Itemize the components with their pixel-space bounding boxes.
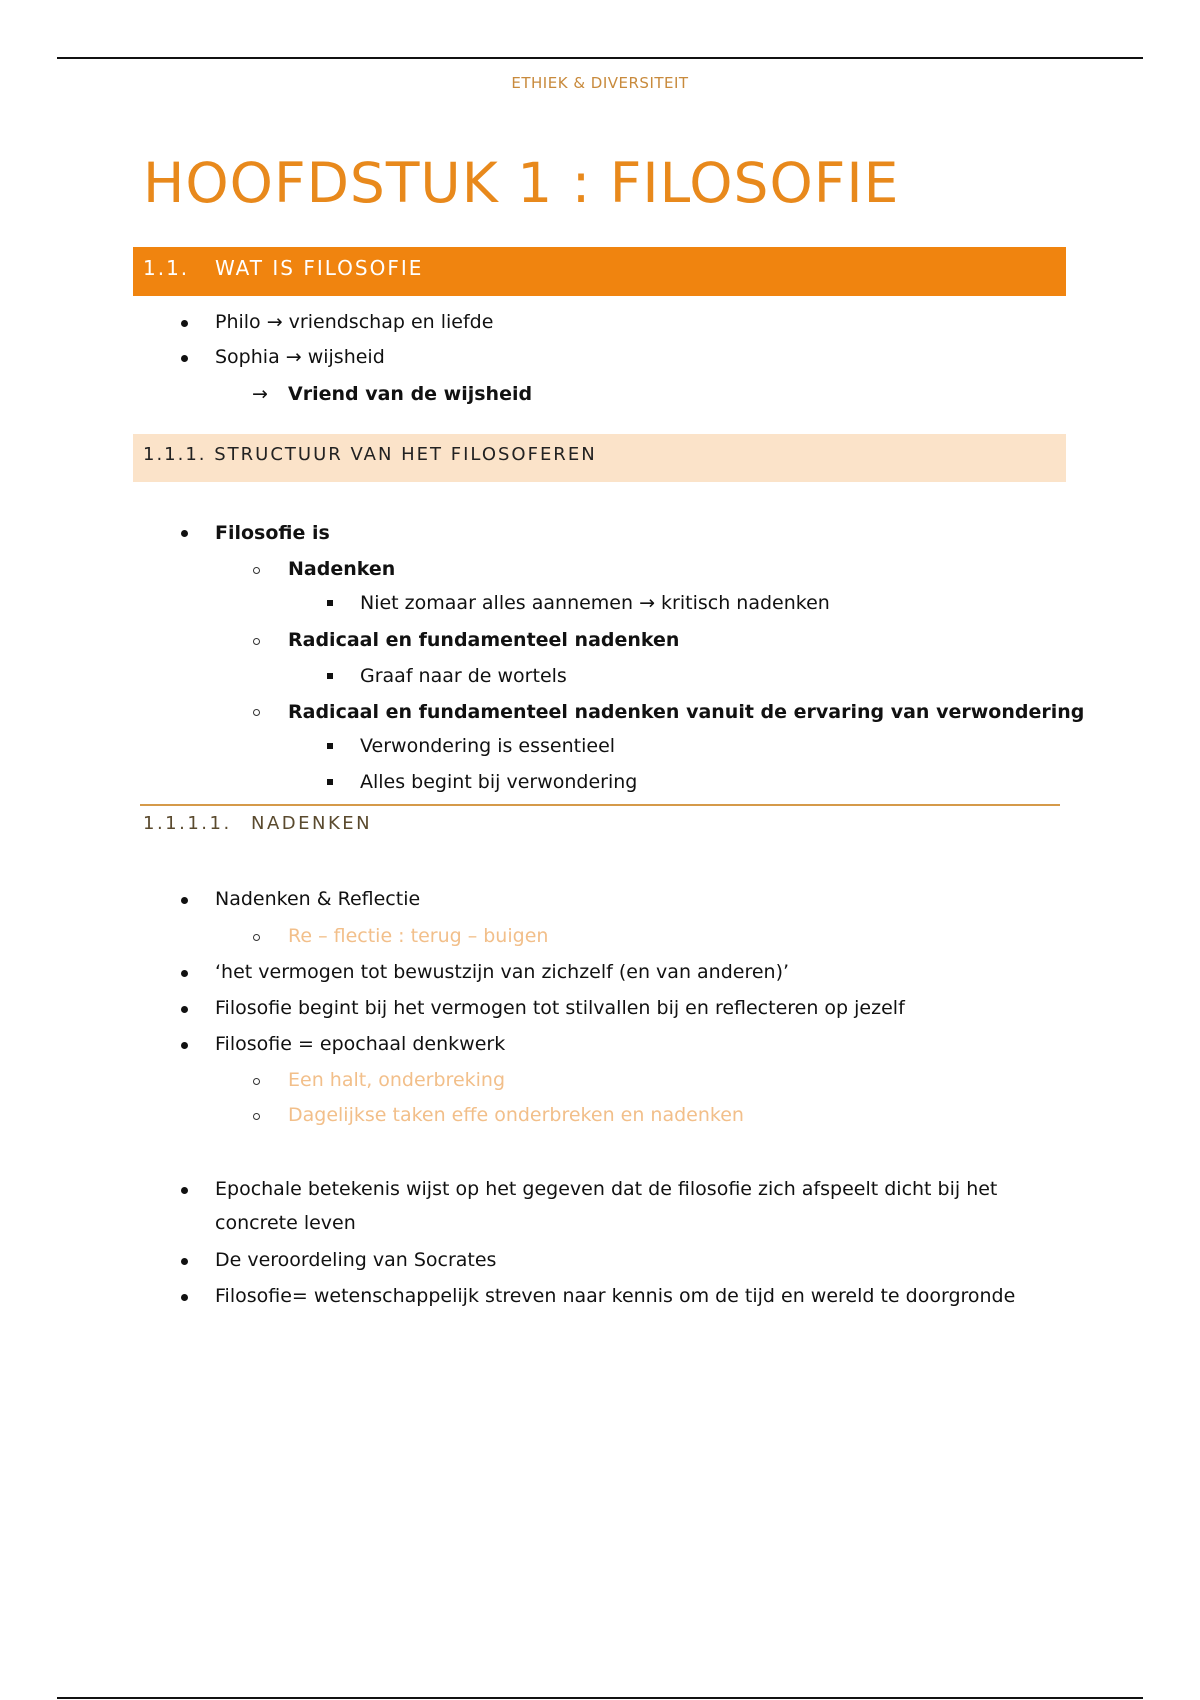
list-item: Filosofie= wetenschappelijk streven naar kennis om de tijd en wereld te doorgronde [215, 1285, 1016, 1307]
arrow-right-icon: → [252, 383, 268, 405]
list-item: Verwondering is essentieel [360, 735, 616, 757]
subsubsection-heading-1-1-1-1 [143, 812, 372, 836]
list-item: Niet zomaar alles aannemen → kritisch nadenken [360, 592, 830, 614]
bullet-icon [181, 1294, 188, 1301]
circle-bullet-icon [253, 709, 260, 716]
bullet-icon [181, 1006, 188, 1013]
square-bullet-icon [327, 743, 333, 749]
page-top-rule [57, 57, 1143, 59]
list-item: Graaf naar de wortels [360, 665, 567, 687]
chapter-title: HOOFDSTUK 1 : FILOSOFIE [143, 151, 900, 215]
list-item: Re – flectie : terug – buigen [288, 925, 549, 947]
page-bottom-rule [57, 1697, 1143, 1699]
list-item: Filosofie = epochaal denkwerk [215, 1033, 506, 1055]
square-bullet-icon [327, 779, 333, 785]
section-title: WAT IS FILOSOFIE [215, 256, 424, 280]
list-item: De veroordeling van Socrates [215, 1249, 497, 1271]
list-item-continuation: concrete leven [215, 1212, 356, 1234]
list-item: Radicaal en fundamenteel nadenken vanuit de ervaring van verwondering [288, 701, 1085, 723]
section-title: NADENKEN [251, 813, 373, 834]
list-item: Filosofie is [215, 522, 330, 544]
bullet-icon [181, 1042, 188, 1049]
bullet-icon [181, 1258, 188, 1265]
circle-bullet-icon [253, 1113, 260, 1120]
circle-bullet-icon [253, 1078, 260, 1085]
bullet-icon [181, 897, 188, 904]
subsubsection-rule [140, 804, 1060, 806]
list-item: Een halt, onderbreking [288, 1069, 506, 1091]
list-item: Filosofie begint bij het vermogen tot stilvallen bij en reflecteren op jezelf [215, 997, 905, 1019]
bullet-icon [181, 1187, 188, 1194]
section-number: 1.1. [143, 256, 190, 280]
section-heading-1-1 [133, 247, 1066, 296]
running-header: ETHIEK & DIVERSITEIT [511, 74, 689, 92]
circle-bullet-icon [253, 934, 260, 941]
list-item: Epochale betekenis wijst op het gegeven dat de filosofie zich afspeelt dicht bij het [215, 1178, 998, 1200]
circle-bullet-icon [253, 567, 260, 574]
square-bullet-icon [327, 673, 333, 679]
conclusion-text: Vriend van de wijsheid [288, 383, 533, 405]
bullet-icon [181, 355, 188, 362]
list-item: Sophia → wijsheid [215, 346, 385, 368]
list-item: Philo → vriendschap en liefde [215, 311, 494, 333]
list-item: Nadenken [288, 558, 396, 580]
square-bullet-icon [327, 600, 333, 606]
subsection-heading-1-1-1: 1.1.1. STRUCTUUR VAN HET FILOSOFEREN [133, 434, 1066, 482]
bullet-icon [181, 320, 188, 327]
list-item: Nadenken & Reflectie [215, 888, 421, 910]
bullet-icon [181, 530, 188, 537]
list-item: Alles begint bij verwondering [360, 771, 638, 793]
section-number: 1.1.1.1. [143, 813, 232, 834]
list-item: Dagelijkse taken effe onderbreken en nadenken [288, 1104, 744, 1126]
list-item: Radicaal en fundamenteel nadenken [288, 629, 680, 651]
bullet-icon [181, 970, 188, 977]
circle-bullet-icon [253, 638, 260, 645]
list-item: ‘het vermogen tot bewustzijn van zichzelf (en van anderen)’ [215, 961, 790, 983]
